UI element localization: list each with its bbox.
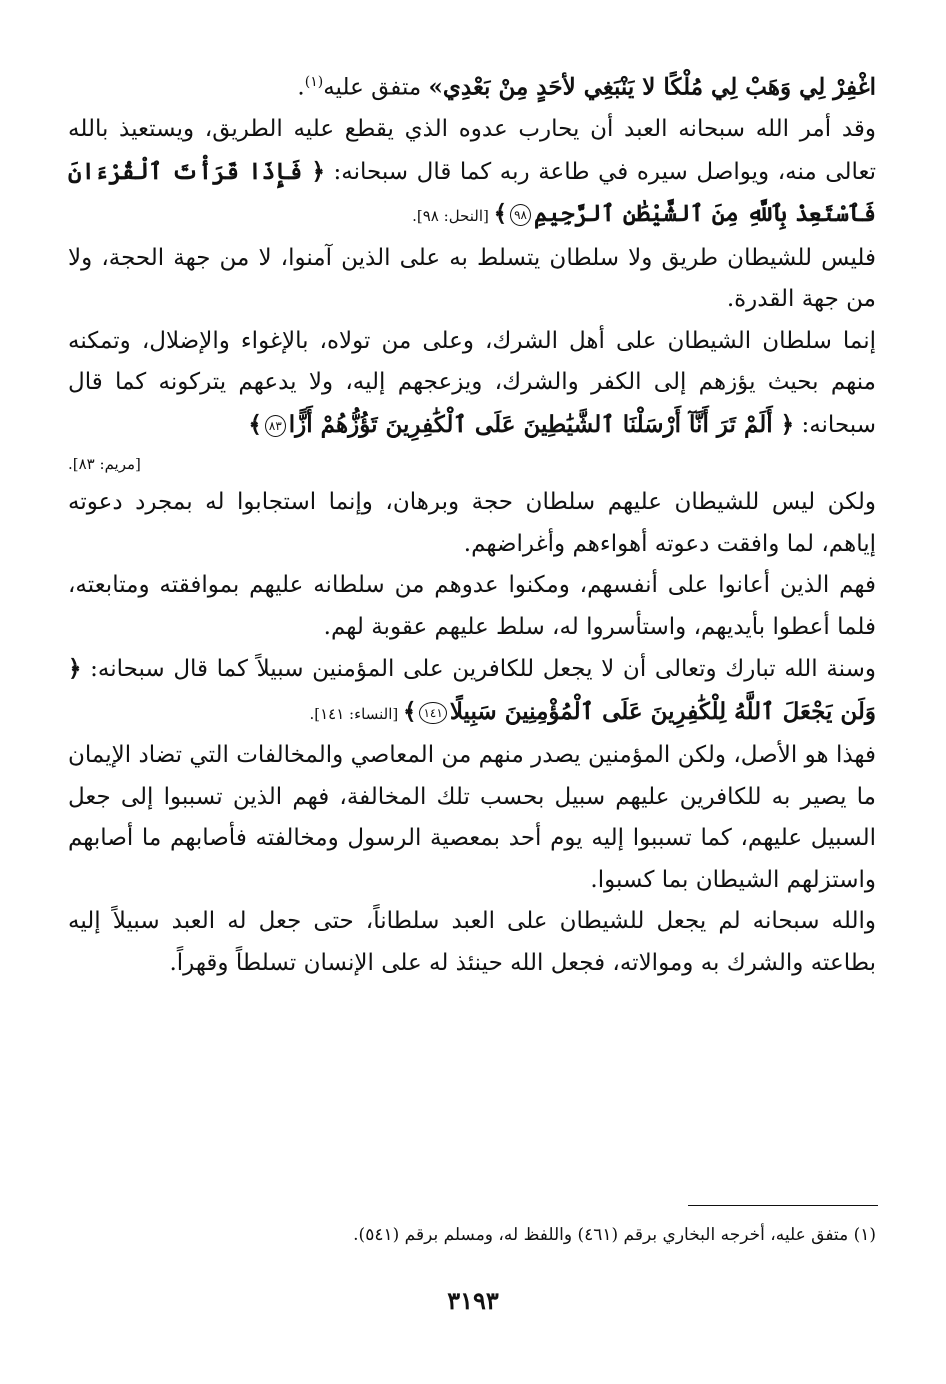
ayah-number: ٩٨ bbox=[510, 204, 531, 226]
paragraph-text: والله سبحانه لم يجعل للشيطان على العبد سلطاناً، حتى جعل له العبد سبيلاً إليه بطاعته والشرك به وموالاته، فجعل الله حينئذ له على الإنسان تسلطاً وقهراً. bbox=[68, 908, 876, 976]
paragraph-text: متفق عليه bbox=[323, 74, 429, 101]
paragraph-text: فليس للشيطان طريق ولا سلطان يتسلط به على الذين آمنوا، لا من جهة الحجة، ولا من جهة القدرة. bbox=[68, 244, 876, 313]
paragraph-1 bbox=[68, 62, 876, 109]
footnote-marker: (١) bbox=[304, 74, 324, 90]
page-number: ٣١٩٣ bbox=[447, 1286, 499, 1315]
quran-verse: ﴿ أَلَمْ تَرَ أَنَّآ أَرْسَلْنَا ٱلشَّيَٰطِينَ عَلَى ٱلْكَٰفِرِينَ تَؤُزُّهُمْ أَزًّا bbox=[288, 410, 795, 438]
verse-reference: [النحل: ٩٨]. bbox=[412, 207, 494, 226]
footnote: (١) متفق عليه، أخرجه البخاري برقم (٤٦١) واللفظ له، ومسلم برقم (٥٤١). bbox=[353, 1225, 876, 1245]
paragraph-5 bbox=[68, 482, 876, 565]
footnote-divider bbox=[688, 1205, 878, 1206]
paragraph-3 bbox=[68, 238, 876, 321]
quran-verse: ﴿ وَلَن يَجْعَلَ ٱللَّهُ لِلْكَٰفِرِينَ عَلَى ٱلْمُؤْمِنِينَ سَبِيلًا bbox=[68, 655, 876, 725]
main-text bbox=[68, 62, 876, 984]
paragraph-text: ولكن ليس للشيطان عليهم سلطان حجة وبرهان، وإنما استجابوا له بمجرد دعوته إياهم، لما وافقت دعوته أهواءهم وأغراضهم. bbox=[68, 489, 876, 557]
verse-close: ﴾ bbox=[493, 200, 508, 228]
paragraph-text: إنما سلطان الشيطان على أهل الشرك، وعلى من تولاه، بالإغواء والإضلال، وتمكنه منهم بحيث يؤزهم إلى الكفر والشرك، ويزعجهم إليه، ولا يدعهم يتركونه كما قال سبحانه: bbox=[68, 327, 876, 438]
paragraph-text: وقد أمر الله سبحانه العبد أن يحارب عدوه الذي يقطع عليه الطريق، ويستعيذ بالله تعالى منه، ويواصل سيره في طاعة ربه كما قال سبحانه: bbox=[68, 116, 876, 185]
paragraph-text: وسنة الله تبارك وتعالى أن لا يجعل للكافرين على المؤمنين سبيلاً كما قال سبحانه: bbox=[81, 656, 876, 683]
paragraph-end: . bbox=[297, 74, 305, 101]
paragraph-6 bbox=[68, 565, 876, 648]
ayah-number: ٨٣ bbox=[265, 415, 286, 437]
paragraph-7 bbox=[68, 648, 876, 735]
hadith-quote: اغْفِرْ لِي وَهَبْ لِي مُلْكًا لا يَنْبَغِي لأحَدٍ مِنْ بَعْدِي» bbox=[428, 73, 876, 101]
verse-reference: [النساء: ١٤١]. bbox=[309, 704, 403, 723]
verse-close: ﴾ bbox=[248, 410, 262, 438]
paragraph-2 bbox=[68, 109, 876, 238]
quran-verse: ﴿ فَإِذَا قَرَأْتَ ٱلْقُرْءَانَ فَٱسْتَعِذْ بِٱللَّهِ مِنَ ٱلشَّيْطَٰنِ ٱلرَّجِيمِ bbox=[68, 157, 876, 228]
ayah-number: ١٤١ bbox=[419, 702, 446, 724]
verse-reference: [مريم: ٨٣]. bbox=[68, 455, 141, 474]
paragraph-text: فهذا هو الأصل، ولكن المؤمنين يصدر منهم من المعاصي والمخالفات التي تضاد الإيمان ما يصير به للكافرين عليهم سبيل بحسب تلك المخالفة، فهم الذين تسببوا إلى جعل السبيل عليهم، كما تسببوا إليه يوم أحد بمعصية الرسول ومخالفته فأصابهم ما أصابهم واستزلهم الشيطان بما كسبوا. bbox=[68, 742, 876, 893]
paragraph-8 bbox=[68, 735, 876, 901]
verse-close: ﴾ bbox=[402, 697, 417, 725]
paragraph-9 bbox=[68, 901, 876, 984]
paragraph-4 bbox=[68, 321, 876, 447]
paragraph-text: فهم الذين أعانوا على أنفسهم، ومكنوا عدوهم من سلطانه عليهم بموافقته ومتابعته، فلما أعطوا بأيديهم، واستأسروا له، سلط عليهم عقوبة لهم. bbox=[68, 572, 876, 640]
